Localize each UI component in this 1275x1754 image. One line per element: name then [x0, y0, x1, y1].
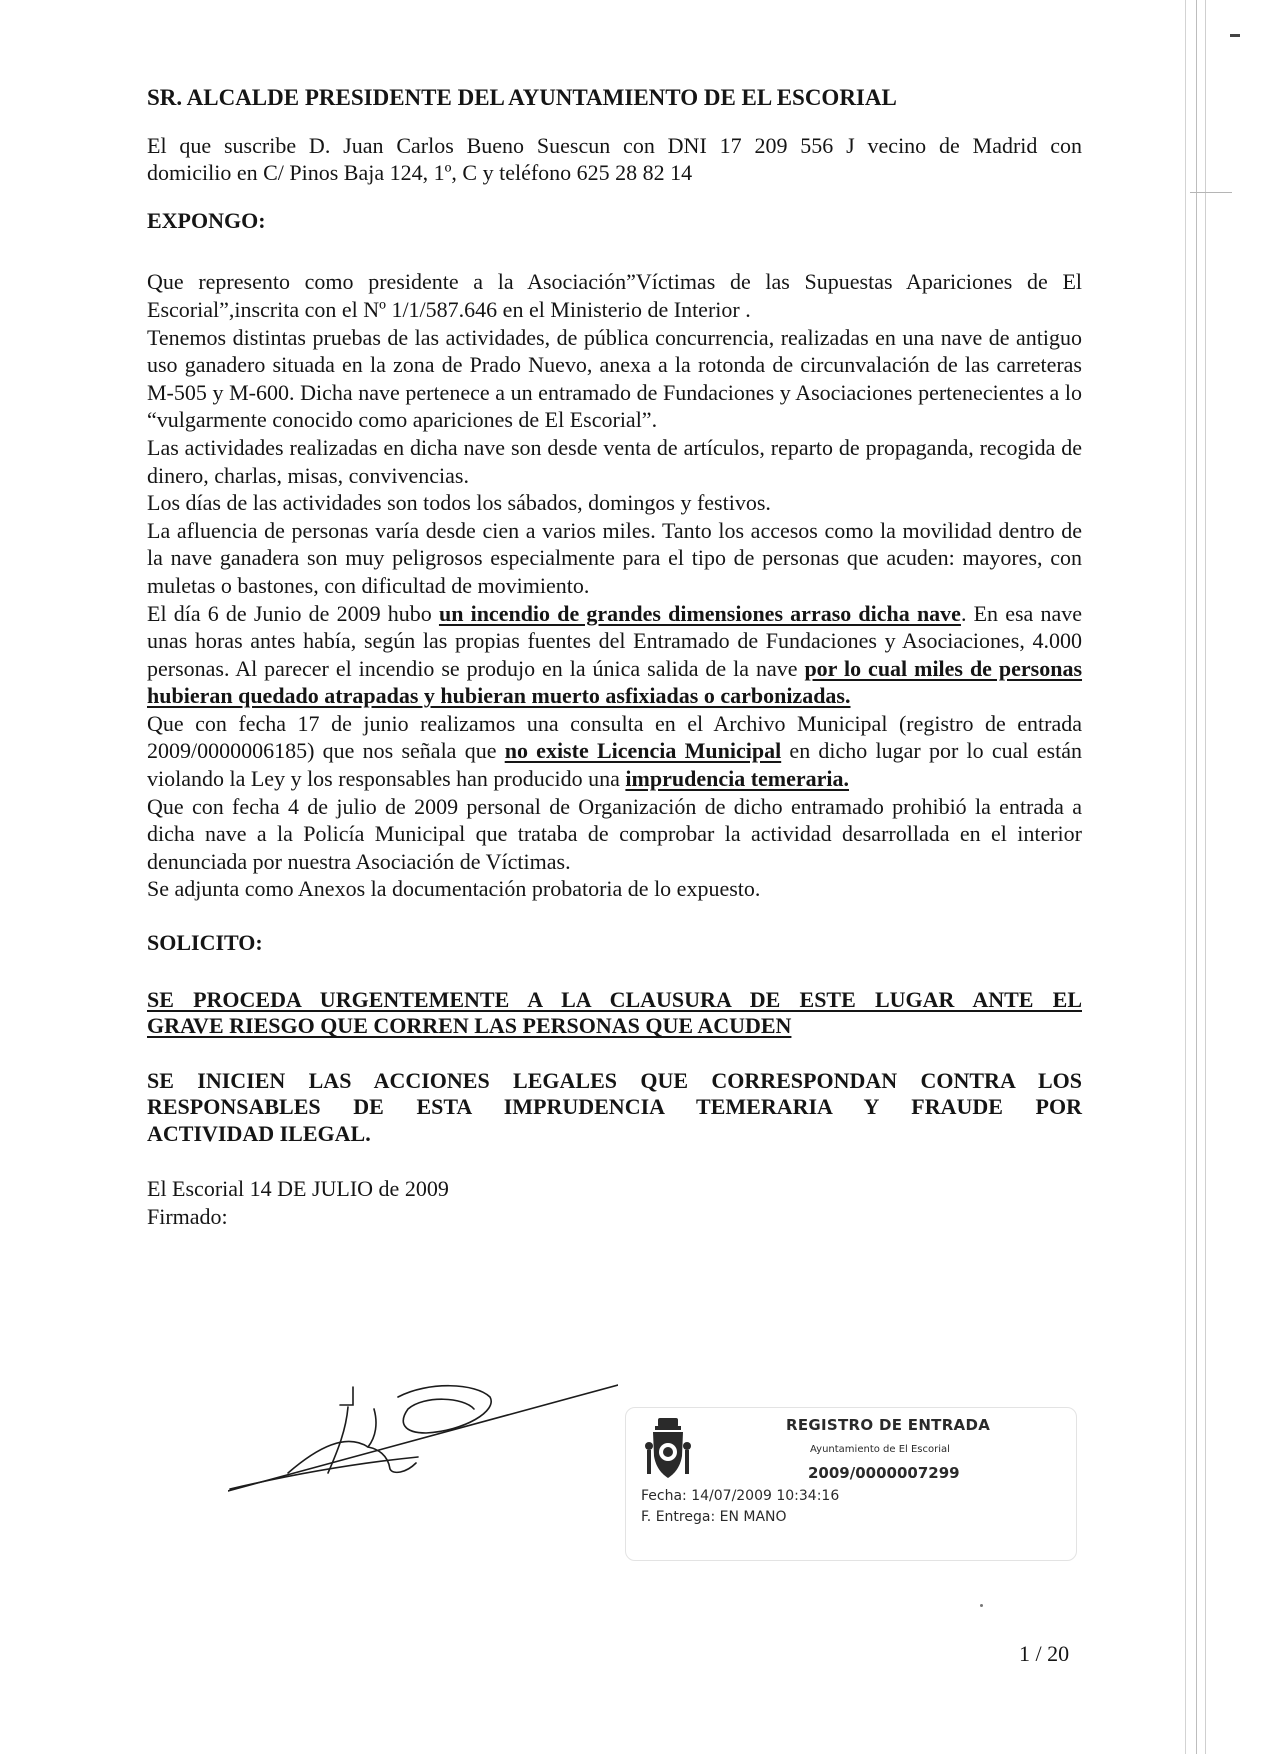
request-closure: [147, 987, 1082, 1040]
paragraph-association: Que represento como presidente a la Asociación”Víctimas de las Supuestas Apariciones de El Escorial”,inscrita con el Nº 1/1/587.646 en el Ministerio de Interior .: [147, 269, 1082, 322]
license-text-continued: en dicho lugar por lo cual están violando la Ley y los responsables han producido una: [147, 738, 1082, 792]
page-stack-edge: [1185, 0, 1186, 1754]
stamp-delivery: F. Entrega: EN MANO: [641, 1509, 787, 1525]
request-legal-line-1: SE INICIEN LAS ACCIONES LEGALES QUE CORRESPONDAN CONTRA LOS: [147, 1067, 1082, 1093]
paragraph-license: [147, 710, 1082, 793]
expongo-heading: EXPONGO:: [147, 207, 266, 233]
license-text: Que con fecha 17 de junio realizamos una consulta en el Archivo Municipal (registro de entrada 2009/0000006185) que nos señala que: [147, 710, 1082, 764]
request-legal-line-3: ACTIVIDAD ILEGAL.: [147, 1120, 371, 1146]
addressee-heading: SR. ALCALDE PRESIDENTE DEL AYUNTAMIENTO DE EL ESCORIAL: [147, 85, 897, 110]
stamp-institution: Ayuntamiento de El Escorial: [810, 1444, 950, 1455]
handwritten-signature: [228, 1375, 618, 1495]
paragraph-activities: Las actividades realizadas en dicha nave son desde venta de artículos, reparto de propaganda, recogida de dinero, charlas, misas, convivencias.: [147, 434, 1082, 488]
intro-line-2: domicilio en C/ Pinos Baja 124, 1º, C y teléfono 625 28 82 14: [147, 160, 693, 186]
paragraph-police: Que con fecha 4 de julio de 2009 personal de Organización de dicho entramado prohibió la entrada a dicha nave a la Policía Municipal que trataba de comprobar la actividad desarrollada en el interior denunciada por nuestra Asociación de Víctimas.: [147, 793, 1082, 874]
paragraph-attendance: La afluencia de personas varía desde cien a varios miles. Tanto los accesos como la movilidad dentro de la nave ganadera son muy peligrosos especialmente para el tipo de personas que acuden: mayores, con muletas o bastones, con dificultad de movimiento.: [147, 517, 1082, 598]
stamp-registry-number: 2009/0000007299: [808, 1464, 960, 1482]
request-legal-line-2: RESPONSABLES DE ESTA IMPRUDENCIA TEMERARIA Y FRAUDE POR: [147, 1094, 1082, 1120]
scan-mark: [1230, 34, 1240, 37]
intro-line-1: El que suscribe D. Juan Carlos Bueno Suescun con DNI 17 209 556 J vecino de Madrid con: [147, 132, 1082, 158]
stamp-title: REGISTRO DE ENTRADA: [786, 1416, 991, 1434]
coat-of-arms-icon: [644, 1416, 692, 1482]
scan-mark: [1190, 192, 1232, 193]
danger-highlight: por lo cual miles de personas hubieran quedado atrapadas y hubieran muerto asfixiadas o carbonizadas.: [147, 655, 1083, 709]
request-closure-line-2: GRAVE RIESGO QUE CORREN LAS PERSONAS QUE ACUDEN: [147, 1013, 792, 1039]
page-stack-edge: [1196, 0, 1197, 1754]
fire-text: El día 6 de Junio de 2009 hubo: [147, 600, 439, 626]
place-and-date: El Escorial 14 DE JULIO de 2009: [147, 1176, 449, 1202]
request-legal-action: [147, 1068, 1082, 1148]
request-closure-line-1: SE PROCEDA URGENTEMENTE A LA CLAUSURA DE ESTE LUGAR ANTE EL: [147, 986, 1082, 1012]
scan-speck: [980, 1604, 983, 1607]
fire-text-continued: . En esa nave unas horas antes había, según las propias fuentes del Entramado de Fundaciones y Asociaciones, 4.000 personas. Al parecer el incendio se produjo en la única salida de la nave: [147, 600, 1083, 681]
license-highlight: no existe Licencia Municipal: [504, 738, 782, 764]
page-number: 1 / 20: [1019, 1641, 1070, 1666]
registry-stamp: [625, 1407, 1077, 1561]
page-stack-edge: [1205, 0, 1206, 1754]
letter-body: [147, 84, 1082, 1230]
recklessness-highlight: imprudencia temeraria.: [625, 766, 850, 792]
solicito-heading: SOLICITO:: [147, 930, 263, 956]
intro-paragraph: [147, 132, 1082, 187]
paragraph-days: Los días de las actividades son todos los sábados, domingos y festivos.: [147, 490, 771, 516]
signed-label: Firmado:: [147, 1203, 228, 1229]
paragraph-evidence: Tenemos distintas pruebas de las actividades, de pública concurrencia, realizadas en una nave de antiguo uso ganadero situada en la zona de Prado Nuevo, anexa a la rotonda de circunvalación de las carreteras M-505 y M-600. Dicha nave pertenece a un entramado de Fundaciones y Asociaciones pertenecientes a lo “vulgarmente conocido como apariciones de El Escorial”.: [147, 324, 1082, 433]
paragraph-annexes: Se adjunta como Anexos la documentación probatoria de lo expuesto.: [147, 876, 761, 902]
stamp-date: Fecha: 14/07/2009 10:34:16: [641, 1488, 840, 1504]
paragraph-fire: [147, 600, 1082, 710]
fire-highlight: un incendio de grandes dimensiones arraso dicha nave: [438, 600, 961, 626]
